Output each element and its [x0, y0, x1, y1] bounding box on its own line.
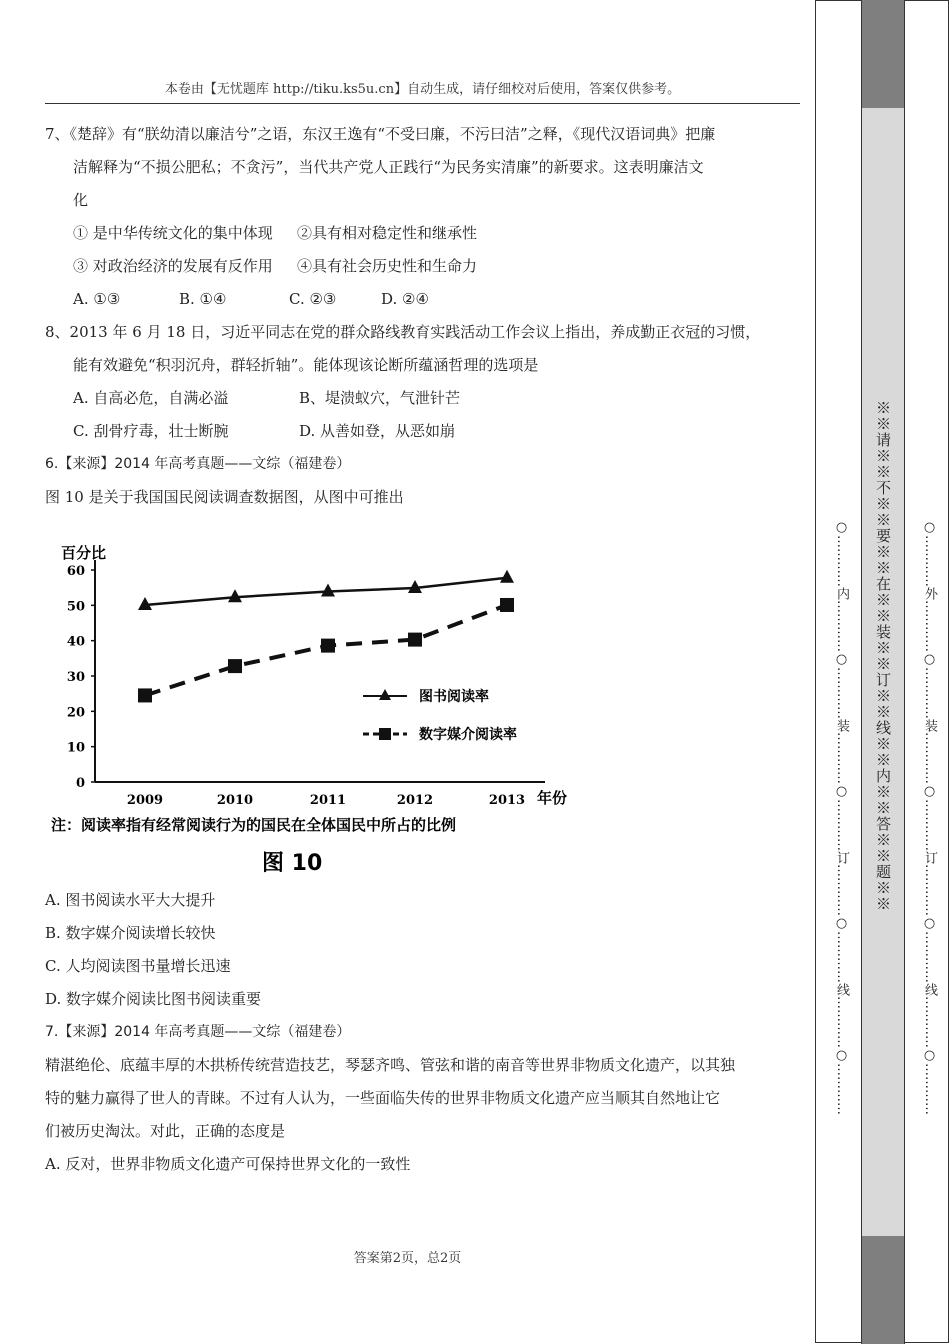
reading-chart	[45, 518, 585, 878]
q8-option-b: B、堤溃蚁穴，气泄针芒	[299, 389, 461, 407]
q6-option-a: A. 图书阅读水平大大提升	[45, 891, 216, 909]
q6-option-b: B. 数字媒介阅读增长较快	[45, 924, 216, 942]
q6-option-d: D. 数字媒介阅读比图书阅读重要	[45, 990, 262, 1008]
q8-line1: 8、2013 年 6 月 18 日，习近平同志在党的群众路线教育实践活动工作会议上指出，养成勤正衣冠的习惯，	[45, 323, 761, 341]
q7-statement-1: ① 是中华传统文化的集中体现	[73, 224, 273, 242]
q7-line2: 洁解释为“不损公肥私；不贪污”，当代共产党人正践行“为民务实清廉”的新要求。这表明廉洁文	[73, 158, 704, 176]
chart-legend-label: 图书阅读率	[419, 689, 489, 705]
q8-option-c: C. 刮骨疗毒，壮士断腕	[73, 422, 229, 440]
page-header: 本卷由【无忧题库 http://tiku.ks5u.cn】自动生成，请仔细校对后使用，答案仅供参考。	[45, 78, 800, 104]
chart-x-tick-label: 2010	[216, 793, 254, 808]
q7-statement-4: ④具有社会历史性和生命力	[297, 257, 478, 275]
page-footer: 答案第2页，总2页	[353, 1251, 462, 1266]
q7-option-d: D. ②④	[381, 290, 429, 308]
q7-line1: 7、《楚辞》有“朕幼清以廉洁兮”之语，东汉王逸有“不受曰廉，不污曰洁”之释，《现代汉语词典》把廉	[45, 125, 716, 143]
q7b-line2: 特的魅力赢得了世人的青睐。不过有人认为，一些面临失传的世界非物质文化遗产应当顺其自然地让它	[45, 1089, 721, 1107]
reading-chart-svg	[45, 518, 585, 878]
q7-statements-2	[45, 250, 801, 283]
q8-option-d: D. 从善如登，从恶如崩	[299, 422, 456, 440]
content	[45, 118, 801, 1181]
q7-options	[45, 283, 801, 316]
chart-legend-label: 数字媒介阅读率	[419, 727, 517, 743]
q8-options-2	[45, 415, 801, 448]
q7-option-a: A. ①③	[73, 290, 121, 308]
q8-line2: 能有效避免“积羽沉舟，群轻折轴”。能体现该论断所蕴涵哲理的选项是	[73, 356, 539, 374]
chart-note: 注：阅读率指有经常阅读行为的国民在全体国民中所占的比例	[51, 816, 457, 834]
q7b-option-a: A. 反对，世界非物质文化遗产可保持世界文化的一致性	[45, 1155, 411, 1173]
q7b-line3: 们被历史淘汰。对此，正确的态度是	[45, 1122, 286, 1140]
chart-point	[228, 659, 242, 673]
q7-statement-2: ②具有相对稳定性和继承性	[297, 224, 478, 242]
chart-x-tick-label: 2013	[488, 793, 526, 808]
chart-y-tick-label: 40	[66, 634, 85, 650]
chart-x-tick-label: 2012	[396, 793, 434, 808]
chart-legend-marker	[379, 689, 391, 700]
chart-y-tick-label: 30	[66, 670, 85, 685]
q7-statement-3: ③ 对政治经济的发展有反作用	[73, 257, 273, 275]
q7-statements-1	[45, 217, 801, 250]
chart-y-tick-label: 20	[66, 705, 85, 721]
q7-option-c: C. ②③	[289, 290, 337, 308]
binding-warning: ※※请※※不※※要※※在※※装※※订※※线※※内※※答※※题※※	[874, 400, 892, 912]
chart-point	[321, 584, 335, 597]
binding-inner-line: ○…………内…………○…………装…………○…………订…………○…………线…………○…………	[834, 520, 849, 1115]
chart-y-tick-label: 0	[75, 776, 85, 791]
q7-option-b: B. ①④	[179, 290, 227, 308]
q6-option-c: C. 人均阅读图书量增长迅速	[45, 957, 231, 975]
chart-ylabel: 百分比	[61, 544, 107, 562]
q6-source: 6.【来源】2014 年高考真题——文综（福建卷）	[45, 456, 351, 472]
q6-stem: 图 10 是关于我国国民阅读调查数据图，从图中可推出	[45, 488, 404, 506]
chart-point	[138, 688, 152, 702]
chart-x-tick-label: 2009	[126, 793, 164, 808]
chart-point	[500, 570, 514, 583]
q8-option-a: A. 自高必危，自满必溢	[73, 389, 229, 407]
chart-point	[321, 639, 335, 653]
chart-y-tick-label: 50	[66, 599, 85, 615]
chart-figure-label: 图 10	[262, 851, 323, 876]
q7b-line1: 精湛绝伦、底蕴丰厚的木拱桥传统营造技艺，琴瑟齐鸣、管弦和谐的南音等世界非物质文化遗产，以其独	[45, 1056, 736, 1074]
chart-y-tick-label: 10	[66, 740, 85, 756]
chart-point	[500, 598, 514, 612]
chart-legend-marker	[379, 728, 391, 740]
q7-line3: 化	[73, 191, 89, 209]
q8-options-1	[45, 382, 801, 415]
chart-y-tick-label: 60	[66, 564, 85, 579]
binding-outer-line: ○…………外…………○…………装…………○…………订…………○…………线…………○…………	[922, 520, 937, 1115]
q7b-source: 7.【来源】2014 年高考真题——文综（福建卷）	[45, 1024, 351, 1040]
chart-point	[408, 633, 422, 647]
chart-xlabel: 年份	[537, 789, 568, 807]
chart-x-tick-label: 2011	[309, 793, 347, 808]
